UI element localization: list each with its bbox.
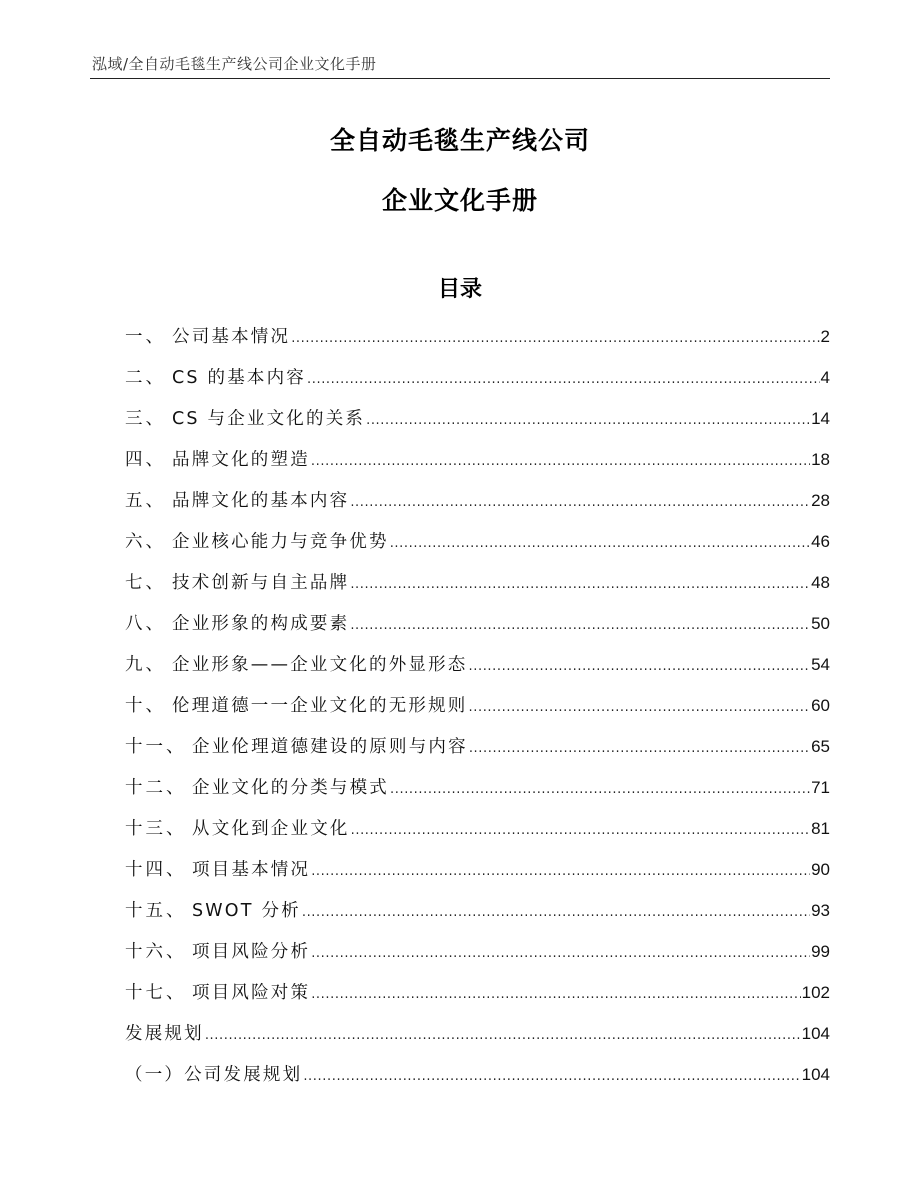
toc-entry-page: 18 <box>811 450 830 469</box>
toc-entry[interactable] <box>125 934 830 975</box>
toc-entry-number: 九、 <box>125 655 166 675</box>
toc-dot-leader <box>366 403 810 439</box>
toc-entry-title: 企业核心能力与竞争优势 <box>172 532 389 552</box>
toc-dot-leader <box>469 649 811 685</box>
toc-entry-page: 54 <box>811 655 830 674</box>
toc-entry[interactable] <box>125 975 830 1016</box>
toc-entry-number: 四、 <box>125 450 166 470</box>
toc-entry-title: SWOT 分析 <box>192 901 301 921</box>
toc-entry[interactable] <box>125 401 830 442</box>
toc-entry-page: 99 <box>811 942 830 961</box>
toc-entry[interactable] <box>125 524 830 565</box>
toc-entry[interactable] <box>125 606 830 647</box>
toc-entry-title: 品牌文化的基本内容 <box>172 491 350 511</box>
toc-entry[interactable] <box>125 483 830 524</box>
toc-entry-title: 企业伦理道德建设的原则与内容 <box>192 737 468 757</box>
toc-dot-leader <box>303 1059 800 1095</box>
toc-entry[interactable] <box>125 647 830 688</box>
toc-entry-page: 60 <box>811 696 830 715</box>
toc-entry-title: 从文化到企业文化 <box>192 819 350 839</box>
toc-entry[interactable] <box>125 811 830 852</box>
toc-dot-leader <box>350 608 810 644</box>
toc-entry-number: 八、 <box>125 614 166 634</box>
toc-entry-title: 项目基本情况 <box>192 860 311 880</box>
toc-entry-title: 技术创新与自主品牌 <box>172 573 350 593</box>
toc-entry-title: 发展规划 <box>125 1024 204 1044</box>
toc-entry-title: 企业形象的构成要素 <box>172 614 350 634</box>
toc-entry[interactable] <box>125 360 830 401</box>
toc-entry-title: 公司基本情况 <box>172 327 291 347</box>
toc-entry-number: 十二、 <box>125 778 187 798</box>
toc-entry-number: 十四、 <box>125 860 187 880</box>
toc-entry[interactable] <box>125 852 830 893</box>
toc-entry-number: 一、 <box>125 327 166 347</box>
toc-dot-leader <box>350 567 810 603</box>
toc-entry-page: 4 <box>820 368 830 387</box>
toc-dot-leader <box>350 485 810 521</box>
toc-entry-page: 81 <box>811 819 830 838</box>
toc-entry-page: 2 <box>820 327 830 346</box>
toc-dot-leader <box>205 1018 801 1054</box>
toc-entry-title: 品牌文化的塑造 <box>172 450 310 470</box>
toc-entry-page: 71 <box>811 778 830 797</box>
toc-entry[interactable] <box>125 1057 830 1098</box>
toc-entry[interactable] <box>125 319 830 360</box>
toc-dot-leader <box>469 731 810 767</box>
toc-entry-number: 十、 <box>125 696 166 716</box>
toc-entry-number: 三、 <box>125 409 166 429</box>
toc-entry-page: 104 <box>801 1024 830 1043</box>
toc-entry-title: 企业文化的分类与模式 <box>192 778 389 798</box>
toc-entry-number: 七、 <box>125 573 166 593</box>
document-subtitle: 企业文化手册 <box>381 186 538 215</box>
toc-entry-title: 项目风险分析 <box>192 942 311 962</box>
toc-dot-leader <box>311 936 810 972</box>
toc-entry[interactable] <box>125 442 830 483</box>
toc-entry-number: 十六、 <box>125 942 187 962</box>
toc-entry-page: 102 <box>801 983 830 1002</box>
toc-entry-page: 65 <box>811 737 830 756</box>
toc-entry-title: CS 的基本内容 <box>172 368 306 388</box>
toc-entry-title: 企业形象——企业文化的外显形态 <box>172 655 468 675</box>
table-of-contents <box>125 319 830 1098</box>
toc-entry-number: 六、 <box>125 532 166 552</box>
toc-dot-leader <box>390 526 810 562</box>
toc-dot-leader <box>469 690 811 726</box>
toc-dot-leader <box>307 362 820 398</box>
running-header: 泓域/全自动毛毯生产线公司企业文化手册 <box>92 55 377 73</box>
header-divider <box>90 78 830 79</box>
toc-entry-title: 伦理道德一一企业文化的无形规则 <box>172 696 468 716</box>
toc-entry-title: 项目风险对策 <box>192 983 311 1003</box>
toc-entry-page: 93 <box>811 901 830 920</box>
toc-entry-page: 48 <box>811 573 830 592</box>
toc-dot-leader <box>311 854 810 890</box>
toc-entry-page: 90 <box>811 860 830 879</box>
document-title: 全自动毛毯生产线公司 <box>329 126 590 155</box>
toc-dot-leader <box>311 444 810 480</box>
toc-entry-page: 46 <box>811 532 830 551</box>
toc-entry[interactable] <box>125 729 830 770</box>
toc-entry-title: CS 与企业文化的关系 <box>172 409 366 429</box>
toc-dot-leader <box>302 895 810 931</box>
toc-entry-number: 二、 <box>125 368 166 388</box>
toc-dot-leader <box>351 813 810 849</box>
toc-entry-title: （一）公司发展规划 <box>125 1065 303 1085</box>
toc-entry-number: 十一、 <box>125 737 187 757</box>
toc-entry[interactable] <box>125 770 830 811</box>
toc-heading: 目录 <box>437 277 482 302</box>
toc-entry[interactable] <box>125 565 830 606</box>
toc-entry[interactable] <box>125 688 830 729</box>
toc-entry-page: 14 <box>811 409 830 428</box>
toc-entry-number: 五、 <box>125 491 166 511</box>
toc-entry-page: 28 <box>811 491 830 510</box>
toc-entry-page: 50 <box>811 614 830 633</box>
toc-dot-leader <box>311 977 800 1013</box>
toc-entry[interactable] <box>125 893 830 934</box>
toc-entry-number: 十五、 <box>125 901 187 921</box>
toc-entry-number: 十三、 <box>125 819 187 839</box>
toc-dot-leader <box>291 321 819 357</box>
toc-entry[interactable] <box>125 1016 830 1057</box>
toc-entry-page: 104 <box>801 1065 830 1084</box>
toc-dot-leader <box>390 772 810 808</box>
toc-entry-number: 十七、 <box>125 983 187 1003</box>
